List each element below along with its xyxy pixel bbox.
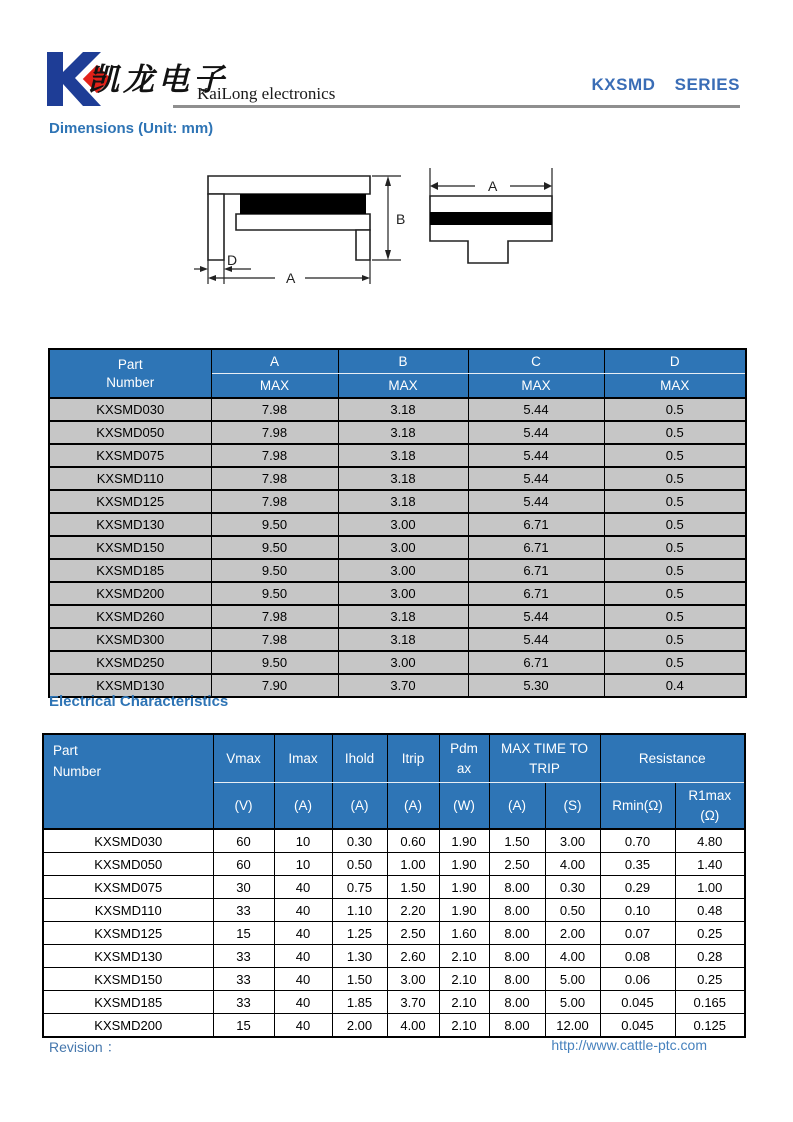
value-cell: 6.71 [468,582,604,605]
value-cell: 40 [274,922,332,945]
value-cell: 3.00 [338,536,468,559]
part-number-cell: KXSMD125 [49,490,211,513]
value-cell: 33 [213,968,274,991]
value-cell: 5.44 [468,467,604,490]
part-number-cell: KXSMD050 [49,421,211,444]
value-cell: 0.07 [600,922,675,945]
value-cell: 0.10 [600,899,675,922]
value-cell: 1.60 [439,922,489,945]
value-cell: 3.18 [338,444,468,467]
unit-a: (A) [332,783,387,830]
value-cell: 5.44 [468,421,604,444]
value-cell: 7.98 [211,444,338,467]
header-divider [173,105,740,108]
value-cell: 0.70 [600,829,675,853]
dim-label-b: B [396,211,406,227]
value-cell: 0.50 [545,899,600,922]
value-cell: 40 [274,899,332,922]
value-cell: 1.50 [387,876,439,899]
value-cell: 0.08 [600,945,675,968]
series-title: KXSMD SERIES [591,75,740,94]
value-cell: 2.10 [439,1014,489,1038]
value-cell: 0.5 [604,605,746,628]
value-cell: 1.90 [439,899,489,922]
table-row [43,829,745,853]
table-row [43,968,745,991]
part-number-cell: KXSMD200 [43,1014,213,1038]
value-cell: 4.00 [387,1014,439,1038]
part-number-cell: KXSMD130 [49,513,211,536]
value-cell: 0.30 [545,876,600,899]
value-cell: 5.44 [468,398,604,421]
value-cell: 2.50 [489,853,545,876]
part-number-cell: KXSMD050 [43,853,213,876]
value-cell: 5.00 [545,968,600,991]
value-cell: 5.44 [468,490,604,513]
value-cell: 0.5 [604,444,746,467]
value-cell: 30 [213,876,274,899]
table-row [49,444,746,467]
value-cell: 40 [274,945,332,968]
value-cell: 7.98 [211,628,338,651]
value-cell: 0.25 [675,922,745,945]
value-cell: 3.18 [338,398,468,421]
table-row [43,899,745,922]
value-cell: 2.20 [387,899,439,922]
value-cell: 8.00 [489,945,545,968]
value-cell: 0.28 [675,945,745,968]
value-cell: 8.00 [489,922,545,945]
value-cell: 3.18 [338,628,468,651]
col-subheader-max: MAX [338,374,468,399]
value-cell: 0.48 [675,899,745,922]
value-cell: 8.00 [489,899,545,922]
table-row [49,582,746,605]
value-cell: 1.50 [332,968,387,991]
value-cell: 1.85 [332,991,387,1014]
part-number-cell: KXSMD075 [43,876,213,899]
value-cell: 4.00 [545,945,600,968]
value-cell: 1.25 [332,922,387,945]
part-number-cell: KXSMD130 [49,674,211,697]
table-row [49,651,746,674]
value-cell: 0.045 [600,1014,675,1038]
value-cell: 0.5 [604,421,746,444]
brand-name-english: KaiLong electronics [197,84,336,103]
value-cell: 5.00 [545,991,600,1014]
revision-label: Revision ： [49,1039,121,1055]
table-row [43,922,745,945]
table-row [49,605,746,628]
value-cell: 3.00 [338,559,468,582]
table-row [43,991,745,1014]
col-header-c: C [468,349,604,374]
dim-label-d: D [227,252,238,268]
value-cell: 2.00 [332,1014,387,1038]
electrical-heading: Electrical Characteristics [49,693,229,710]
value-cell: 3.18 [338,467,468,490]
value-cell: 2.00 [545,922,600,945]
dim-label-a: A [488,178,498,194]
unit-s: (S) [545,783,600,830]
part-number-cell: KXSMD250 [49,651,211,674]
table-row [49,421,746,444]
value-cell: 1.90 [439,876,489,899]
value-cell: 5.44 [468,628,604,651]
part-number-cell: KXSMD185 [49,559,211,582]
value-cell: 1.10 [332,899,387,922]
table-row [43,1014,745,1038]
value-cell: 9.50 [211,536,338,559]
unit-v: (V) [213,783,274,830]
value-cell: 0.165 [675,991,745,1014]
value-cell: 2.10 [439,968,489,991]
value-cell: 8.00 [489,991,545,1014]
value-cell: 1.00 [675,876,745,899]
value-cell: 40 [274,991,332,1014]
value-cell: 2.50 [387,922,439,945]
value-cell: 5.44 [468,444,604,467]
value-cell: 3.00 [387,968,439,991]
dimensions-table [48,348,747,698]
side-view-drawing [193,166,411,292]
value-cell: 9.50 [211,559,338,582]
col-header-a: A [211,349,338,374]
table-row [49,628,746,651]
value-cell: 1.00 [387,853,439,876]
part-number-cell: KXSMD030 [43,829,213,853]
value-cell: 3.00 [545,829,600,853]
unit-w: (W) [439,783,489,830]
value-cell: 1.90 [439,853,489,876]
value-cell: 0.5 [604,490,746,513]
value-cell: 0.25 [675,968,745,991]
value-cell: 5.30 [468,674,604,697]
col-subheader-max: MAX [211,374,338,399]
brand-name-chinese: 凯龙电子 [88,62,228,98]
top-view-drawing [420,166,565,271]
value-cell: 33 [213,945,274,968]
value-cell: 0.5 [604,559,746,582]
value-cell: 10 [274,829,332,853]
value-cell: 4.00 [545,853,600,876]
part-number-cell: KXSMD185 [43,991,213,1014]
value-cell: 2.10 [439,945,489,968]
electrical-table [42,733,746,1038]
dim-label-a: A [286,270,296,286]
part-number-cell: KXSMD200 [49,582,211,605]
value-cell: 7.98 [211,398,338,421]
part-number-cell: KXSMD260 [49,605,211,628]
value-cell: 7.98 [211,490,338,513]
value-cell: 0.29 [600,876,675,899]
part-number-cell: KXSMD150 [49,536,211,559]
value-cell: 0.5 [604,467,746,490]
value-cell: 8.00 [489,1014,545,1038]
col-header-pdmax: Pdm ax [439,734,489,783]
value-cell: 0.5 [604,628,746,651]
dimensions-heading: Dimensions (Unit: mm) [49,120,214,137]
value-cell: 2.10 [439,991,489,1014]
col-header-itrip: Itrip [387,734,439,783]
value-cell: 40 [274,876,332,899]
value-cell: 40 [274,1014,332,1038]
col-header-max-time-to-trip: MAX TIME TO TRIP [489,734,600,783]
table-row [49,536,746,559]
value-cell: 40 [274,968,332,991]
col-header-ihold: Ihold [332,734,387,783]
value-cell: 4.80 [675,829,745,853]
value-cell: 0.75 [332,876,387,899]
value-cell: 0.50 [332,853,387,876]
value-cell: 1.50 [489,829,545,853]
value-cell: 8.00 [489,876,545,899]
value-cell: 9.50 [211,582,338,605]
value-cell: 3.18 [338,605,468,628]
value-cell: 0.4 [604,674,746,697]
value-cell: 1.30 [332,945,387,968]
value-cell: 7.98 [211,467,338,490]
value-cell: 0.60 [387,829,439,853]
table-row [49,490,746,513]
value-cell: 0.35 [600,853,675,876]
value-cell: 6.71 [468,513,604,536]
value-cell: 15 [213,1014,274,1038]
col-header-part-number: Part Number [49,349,211,398]
value-cell: 3.18 [338,490,468,513]
value-cell: 12.00 [545,1014,600,1038]
table-row [49,513,746,536]
value-cell: 15 [213,922,274,945]
col-header-d: D [604,349,746,374]
part-number-cell: KXSMD150 [43,968,213,991]
value-cell: 3.00 [338,513,468,536]
value-cell: 6.71 [468,536,604,559]
value-cell: 0.125 [675,1014,745,1038]
value-cell: 60 [213,853,274,876]
value-cell: 3.18 [338,421,468,444]
unit-a: (A) [274,783,332,830]
col-subheader-max: MAX [468,374,604,399]
part-number-cell: KXSMD300 [49,628,211,651]
value-cell: 5.44 [468,605,604,628]
table-row [49,559,746,582]
table-row [49,398,746,421]
value-cell: 7.98 [211,421,338,444]
unit-a: (A) [489,783,545,830]
table-row [49,467,746,490]
part-number-cell: KXSMD110 [49,467,211,490]
part-number-cell: KXSMD125 [43,922,213,945]
col-header-imax: Imax [274,734,332,783]
value-cell: 10 [274,853,332,876]
value-cell: 7.98 [211,605,338,628]
part-number-cell: KXSMD030 [49,398,211,421]
website-link[interactable]: http://www.cattle-ptc.com [551,1037,707,1053]
value-cell: 7.90 [211,674,338,697]
value-cell: 2.60 [387,945,439,968]
col-header-b: B [338,349,468,374]
part-number-cell: KXSMD130 [43,945,213,968]
value-cell: 6.71 [468,651,604,674]
value-cell: 9.50 [211,651,338,674]
value-cell: 33 [213,899,274,922]
table-row [43,853,745,876]
table-row [43,876,745,899]
value-cell: 0.5 [604,513,746,536]
value-cell: 3.70 [387,991,439,1014]
col-header-resistance: Resistance [600,734,745,783]
value-cell: 0.045 [600,991,675,1014]
value-cell: 33 [213,991,274,1014]
value-cell: 3.00 [338,651,468,674]
value-cell: 8.00 [489,968,545,991]
value-cell: 60 [213,829,274,853]
value-cell: 1.40 [675,853,745,876]
part-number-cell: KXSMD110 [43,899,213,922]
table-row [43,945,745,968]
value-cell: 0.5 [604,582,746,605]
value-cell: 0.06 [600,968,675,991]
col-header-part-number: Part Number [43,734,213,829]
col-subheader-max: MAX [604,374,746,399]
value-cell: 0.30 [332,829,387,853]
value-cell: 6.71 [468,559,604,582]
value-cell: 0.5 [604,536,746,559]
unit-a: (A) [387,783,439,830]
value-cell: 3.70 [338,674,468,697]
value-cell: 9.50 [211,513,338,536]
value-cell: 0.5 [604,651,746,674]
value-cell: 3.00 [338,582,468,605]
value-cell: 1.90 [439,829,489,853]
value-cell: 0.5 [604,398,746,421]
col-header-vmax: Vmax [213,734,274,783]
col-subheader-rmin: Rmin(Ω) [600,783,675,830]
part-number-cell: KXSMD075 [49,444,211,467]
col-subheader-r1max: R1max (Ω) [675,783,745,830]
